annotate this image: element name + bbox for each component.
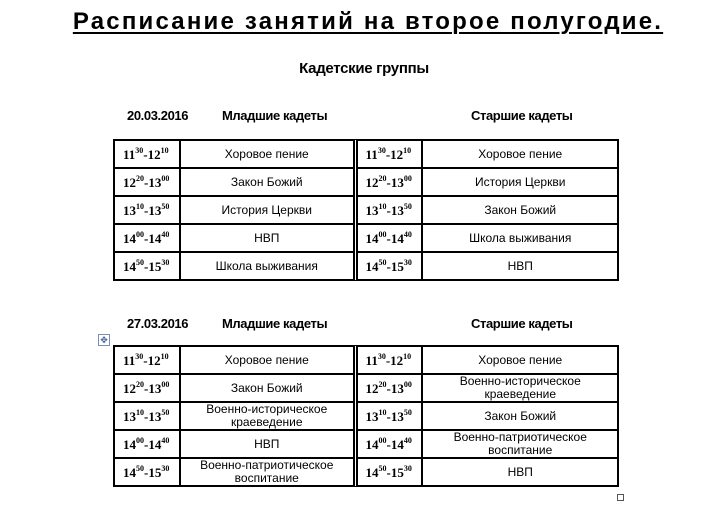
senior-subject-cell: Закон Божий — [422, 196, 618, 224]
senior-subject-cell: Военно-патриотическое воспитание — [422, 430, 618, 458]
time-dash: - — [144, 202, 149, 218]
junior-subject-cell: Закон Божий — [180, 168, 354, 196]
time-part: 50 — [403, 407, 412, 417]
table-resize-handle[interactable] — [617, 494, 624, 501]
page-title: Расписание занятий на второе полугодие. — [72, 8, 664, 35]
time-part: 30 — [403, 463, 412, 473]
time-part: 12 — [390, 146, 404, 162]
time-part: 50 — [136, 463, 144, 473]
time-cell — [114, 346, 180, 374]
time-part: 30 — [377, 145, 386, 155]
time-part: 30 — [135, 145, 144, 155]
time-cell — [357, 346, 423, 374]
table-row — [114, 458, 618, 486]
time-part: 00 — [161, 379, 170, 389]
time-part: 11 — [365, 352, 378, 368]
time-dash: - — [386, 408, 391, 424]
time-cell — [357, 224, 423, 252]
time-part: 14 — [365, 230, 379, 246]
time-part: 13 — [390, 202, 404, 218]
time-part: 50 — [161, 201, 170, 211]
table-row — [114, 430, 618, 458]
time-part: 00 — [403, 379, 412, 389]
junior-subject-cell: Военно-историческое краеведение — [180, 402, 354, 430]
time-part: 10 — [136, 201, 144, 211]
junior-subject-cell: НВП — [180, 224, 354, 252]
time-cell — [357, 430, 423, 458]
time-part: 12 — [365, 380, 379, 396]
time-part: 10 — [160, 145, 169, 155]
time-cell — [357, 402, 423, 430]
time-dash: - — [143, 352, 148, 368]
time-part: 30 — [161, 257, 170, 267]
time-dash: - — [386, 258, 391, 274]
time-part: 13 — [123, 408, 136, 424]
junior-subject-cell: Школа выживания — [180, 252, 354, 280]
time-part: 15 — [390, 464, 404, 480]
time-part: 50 — [378, 257, 387, 267]
time-dash: - — [144, 408, 149, 424]
time-dash: - — [386, 202, 391, 218]
time-part: 12 — [147, 352, 161, 368]
time-part: 00 — [161, 173, 170, 183]
time-part: 15 — [148, 464, 162, 480]
junior-subject-cell: НВП — [180, 430, 354, 458]
time-cell — [114, 224, 180, 252]
time-dash: - — [386, 464, 391, 480]
time-part: 10 — [403, 145, 412, 155]
time-part: 15 — [148, 258, 162, 274]
groups-subtitle: Кадетские группы — [299, 60, 429, 77]
time-part: 14 — [365, 258, 379, 274]
time-dash: - — [385, 352, 391, 368]
time-part: 13 — [365, 202, 379, 218]
time-part: 12 — [390, 352, 404, 368]
time-part: 14 — [123, 258, 136, 274]
time-part: 14 — [390, 230, 404, 246]
table-row — [114, 346, 618, 374]
time-dash: - — [144, 380, 149, 396]
time-part: 30 — [377, 351, 386, 361]
time-part: 11 — [123, 352, 136, 368]
time-part: 10 — [378, 201, 387, 211]
junior-subject-cell: Закон Божий — [180, 374, 354, 402]
time-part: 12 — [123, 174, 136, 190]
time-part: 40 — [403, 435, 412, 445]
senior-subject-cell: Закон Божий — [422, 402, 618, 430]
table-row — [114, 196, 618, 224]
time-cell — [357, 252, 423, 280]
time-part: 10 — [160, 351, 169, 361]
time-part: 50 — [403, 201, 412, 211]
time-part: 40 — [403, 229, 412, 239]
senior-subject-cell: История Церкви — [422, 168, 618, 196]
table-row — [114, 224, 618, 252]
time-part: 20 — [136, 379, 144, 389]
time-dash: - — [386, 174, 391, 190]
table-row — [114, 168, 618, 196]
junior-subject-cell: Хоровое пение — [180, 140, 354, 168]
time-part: 00 — [403, 173, 412, 183]
time-part: 40 — [161, 229, 170, 239]
time-dash: - — [144, 464, 149, 480]
junior-subject-cell: Военно-патриотическое воспитание — [180, 458, 354, 486]
time-dash: - — [386, 230, 391, 246]
senior-subject-cell: Военно-историческое краеведение — [422, 374, 618, 402]
time-part: 14 — [390, 436, 404, 452]
junior-subject-cell: Хоровое пение — [180, 346, 354, 374]
time-part: 13 — [148, 380, 162, 396]
junior-cadets-header: Младшие кадеты — [222, 316, 328, 331]
junior-cadets-header: Младшие кадеты — [222, 108, 328, 123]
time-dash: - — [386, 380, 391, 396]
time-cell — [114, 402, 180, 430]
section-date: 27.03.2016 — [127, 316, 189, 331]
time-part: 00 — [136, 229, 144, 239]
table-move-handle-icon[interactable]: ✥ — [98, 334, 110, 346]
time-cell — [114, 430, 180, 458]
time-part: 14 — [123, 464, 136, 480]
time-part: 10 — [403, 351, 412, 361]
time-part: 15 — [390, 258, 404, 274]
time-part: 10 — [136, 407, 144, 417]
time-part: 14 — [365, 464, 379, 480]
time-part: 00 — [136, 435, 144, 445]
schedule-table — [113, 345, 619, 487]
time-cell — [114, 374, 180, 402]
time-part: 13 — [365, 408, 379, 424]
senior-cadets-header: Старшие кадеты — [471, 108, 573, 123]
time-dash: - — [385, 146, 391, 162]
time-part: 20 — [378, 173, 387, 183]
table-row — [114, 252, 618, 280]
time-part: 14 — [148, 436, 162, 452]
time-part: 13 — [390, 408, 404, 424]
senior-subject-cell: Хоровое пение — [422, 346, 618, 374]
time-part: 20 — [136, 173, 144, 183]
time-part: 50 — [136, 257, 144, 267]
table-row — [114, 402, 618, 430]
time-dash: - — [144, 174, 149, 190]
table-row — [114, 140, 618, 168]
senior-subject-cell: Школа выживания — [422, 224, 618, 252]
time-part: 11 — [123, 146, 136, 162]
time-cell — [357, 374, 423, 402]
time-cell — [357, 196, 423, 224]
senior-cadets-header: Старшие кадеты — [471, 316, 573, 331]
time-part: 20 — [378, 379, 387, 389]
schedule-table — [113, 139, 619, 281]
time-part: 13 — [148, 202, 162, 218]
junior-subject-cell: История Церкви — [180, 196, 354, 224]
section-date: 20.03.2016 — [127, 108, 189, 123]
time-part: 14 — [148, 230, 162, 246]
time-part: 14 — [123, 230, 136, 246]
time-part: 10 — [378, 407, 387, 417]
senior-subject-cell: НВП — [422, 458, 618, 486]
time-dash: - — [143, 146, 148, 162]
time-part: 13 — [390, 380, 404, 396]
time-cell — [114, 458, 180, 486]
time-part: 40 — [161, 435, 170, 445]
time-part: 30 — [135, 351, 144, 361]
time-cell — [357, 458, 423, 486]
senior-subject-cell: НВП — [422, 252, 618, 280]
time-cell — [357, 168, 423, 196]
time-dash: - — [144, 230, 149, 246]
time-part: 30 — [161, 463, 170, 473]
time-dash: - — [386, 436, 391, 452]
time-cell — [114, 252, 180, 280]
time-part: 11 — [365, 146, 378, 162]
time-part: 13 — [123, 202, 136, 218]
time-part: 13 — [148, 408, 162, 424]
time-part: 00 — [378, 229, 387, 239]
time-part: 14 — [123, 436, 136, 452]
time-dash: - — [144, 436, 149, 452]
time-part: 50 — [378, 463, 387, 473]
table-row — [114, 374, 618, 402]
time-part: 13 — [148, 174, 162, 190]
time-part: 00 — [378, 435, 387, 445]
time-dash: - — [144, 258, 149, 274]
time-cell — [114, 140, 180, 168]
time-part: 12 — [365, 174, 379, 190]
time-cell — [357, 140, 423, 168]
time-cell — [114, 196, 180, 224]
time-part: 12 — [123, 380, 136, 396]
time-cell — [114, 168, 180, 196]
time-part: 12 — [147, 146, 161, 162]
time-part: 30 — [403, 257, 412, 267]
time-part: 13 — [390, 174, 404, 190]
time-part: 14 — [365, 436, 379, 452]
time-part: 50 — [161, 407, 170, 417]
senior-subject-cell: Хоровое пение — [422, 140, 618, 168]
